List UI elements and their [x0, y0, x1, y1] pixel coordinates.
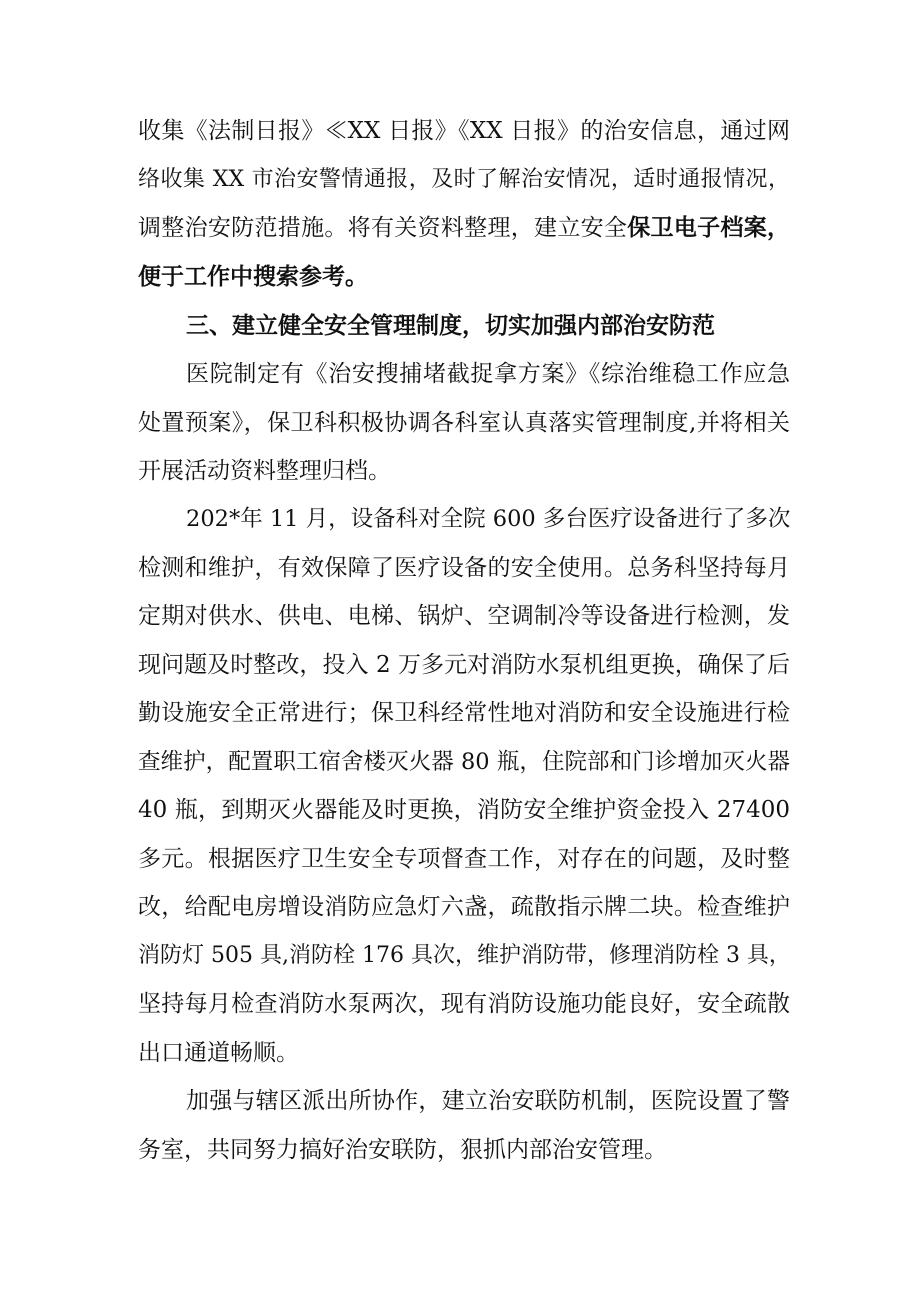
- paragraph3-line5: 勤设施安全正常进行；保卫科经常性地对消防和安全设施进行检: [138, 700, 790, 726]
- paragraph1-line3: [138, 213, 790, 243]
- paragraph3-line11: 坚持每月检查消防水泵两次，现有消防设施功能良好，安全疏散: [138, 991, 790, 1017]
- paragraph4-line2: 务室，共同努力搞好治安联防，狠抓内部治安管理。: [138, 1137, 667, 1163]
- paragraph3-line1: 202*年 11 月，设备科对全院 600 多台医疗设备进行了多次: [186, 506, 791, 532]
- section-heading: 三、建立健全安全管理制度，切实加强内部治安防范: [186, 312, 715, 339]
- paragraph3-line3: 定期对供水、供电、电梯、锅炉、空调制冷等设备进行检测，发: [138, 603, 790, 629]
- paragraph4-line1: 加强与辖区派出所协作，建立治安联防机制，医院设置了警: [186, 1088, 790, 1114]
- paragraph1-line3-normal: 调整治安防范措施。将有关资料整理，建立安全: [138, 215, 628, 241]
- paragraph3-line12: 出口通道畅顺。: [138, 1040, 299, 1066]
- paragraph1-line3-bold: 保卫电子档案，: [627, 214, 791, 241]
- paragraph2-line1: 医院制定有《治安搜捕堵截捉拿方案》《综治维稳工作应急: [186, 361, 790, 387]
- paragraph1-line2: 络收集 XX 市治安警情通报，及时了解治安情况，适时通报情况，: [138, 167, 790, 192]
- paragraph2-line3: 开展活动资料整理归档。: [138, 458, 391, 484]
- paragraph3-line2: 检测和维护，有效保障了医疗设备的安全使用。总务科坚持每月: [138, 555, 790, 581]
- paragraph3-line9: 改，给配电房增设消防应急灯六盏，疏散指示牌二块。检查维护: [138, 894, 790, 920]
- paragraph3-line10: 消防灯 505 具,消防栓 176 具次，维护消防带，修理消防栓 3 具，: [138, 943, 791, 968]
- paragraph1-line4: 便于工作中搜索参考。: [138, 263, 368, 290]
- paragraph2-line2: 处置预案》，保卫科积极协调各科室认真落实管理制度,并将相关: [138, 410, 790, 436]
- paragraph3-line6: 查维护，配置职工宿舍楼灭火器 80 瓶，住院部和门诊增加灭火器: [138, 749, 790, 775]
- paragraph3-line8: 多元。根据医疗卫生安全专项督查工作，对存在的问题，及时整: [138, 846, 790, 872]
- paragraph3-line7: 40 瓶，到期灭火器能及时更换，消防安全维护资金投入 27400: [138, 797, 790, 823]
- paragraph3-line4: 现问题及时整改，投入 2 万多元对消防水泵机组更换，确保了后: [138, 652, 790, 678]
- paragraph1-line1: 收集《法制日报》≪XX 日报》《XX 日报》的治安信息，通过网: [138, 118, 790, 144]
